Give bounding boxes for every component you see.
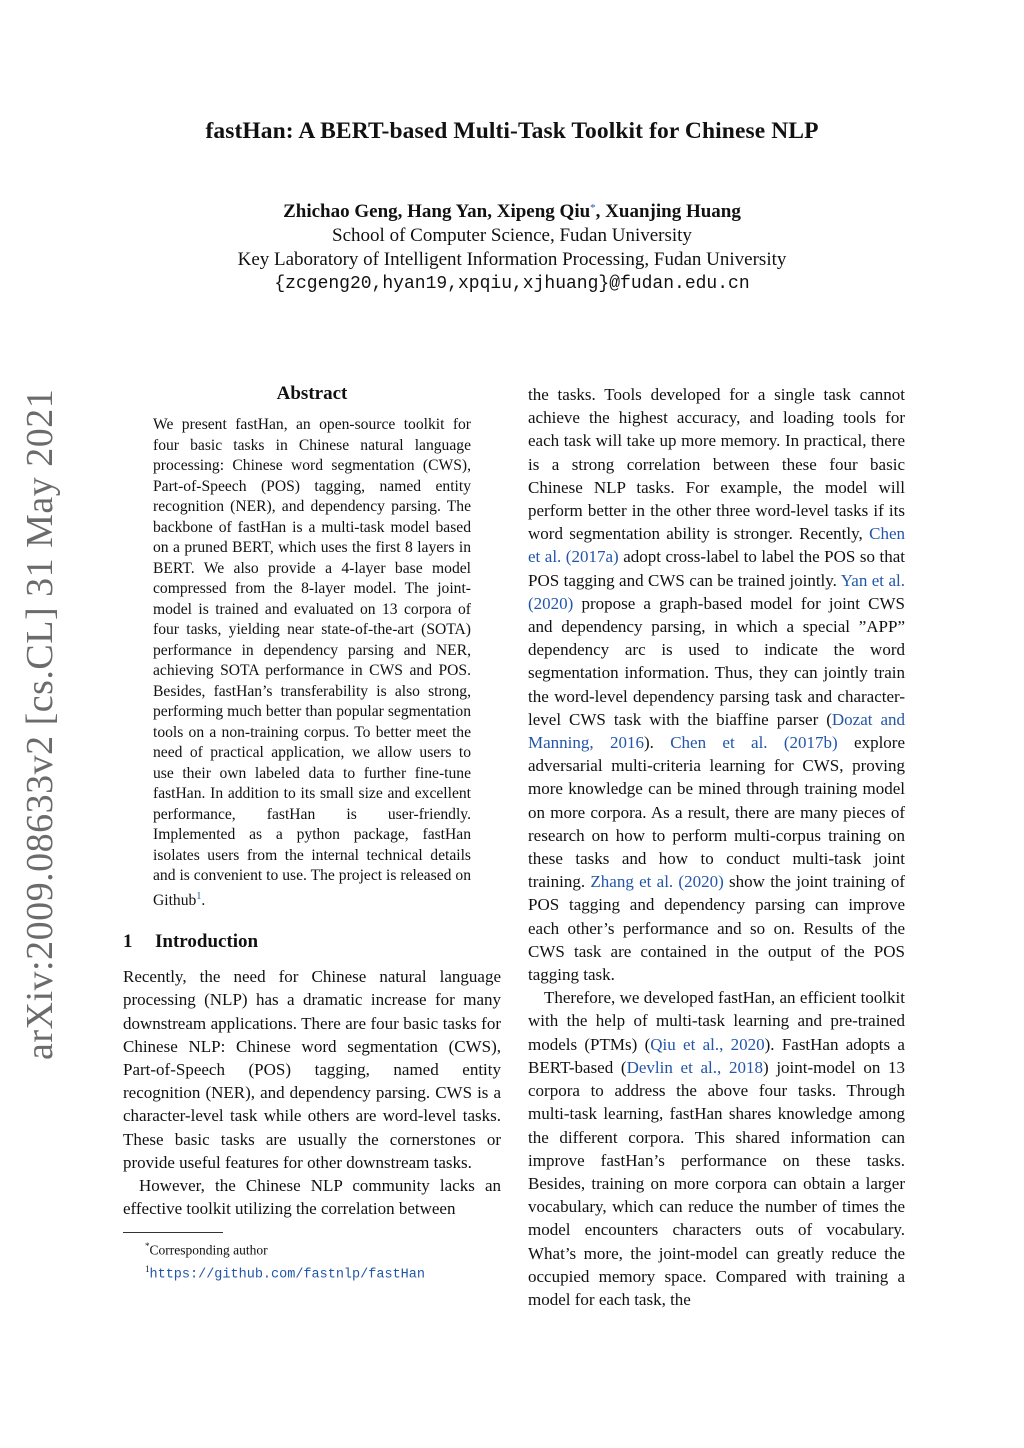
right-column xyxy=(528,383,905,1311)
abstract-heading: Abstract xyxy=(276,383,348,404)
author-names xyxy=(0,196,1024,224)
text-run: the tasks. Tools developed for a single task cannot achieve the highest accuracy, and loading tools for each task will take up more memory. In practical, there is a strong correlation between these four basic Chinese NLP tasks. For example, the model will perform better in the other three word-level tasks if its word segmentation ability is stronger. Recently, xyxy=(528,385,905,544)
abstract-end: . xyxy=(201,891,206,909)
affiliation-school: School of Computer Science, Fudan University xyxy=(332,225,692,246)
author-names-part2: , Xuanjing Huang xyxy=(595,201,741,222)
footnote-github xyxy=(145,1260,501,1285)
right-paragraph-2 xyxy=(528,986,905,1311)
text-run: adopt cross-label to label the POS so that POS tagging and CWS can be trained jointly. xyxy=(528,547,906,590)
text-run: ) joint-model on 13 corpora to address the above four tasks. Through multi-task learning, fastHan shares knowledge among the different corpora. This shared information can improve fastHan’s performance on these tasks. Besides, training on more corpora can obtain a larger vocabulary, which can reduce the number of times the model encounters characters outs of vocabulary. What’s more, the joint-model can greatly reduce the occupied memory space. Compared with training a model for each task, the xyxy=(528,1057,906,1309)
corresponding-mark[interactable]: * xyxy=(590,202,596,214)
github-link[interactable]: https://github.com/fastnlp/fastHan xyxy=(149,1267,425,1283)
left-column xyxy=(123,380,501,1284)
text-run: explore adversarial multi-criteria learning for CWS, proving more knowledge can be mined through training model on more corpora. As a result, there are many pieces of research on how to perform multi-corpus training on these tasks and how to conduct multi-task joint training. xyxy=(528,733,906,892)
arxiv-identifier: arXiv:2009.08633v2 [cs.CL] 31 May 2021 xyxy=(19,388,61,1060)
citation-yan-2020[interactable]: Yan et al. (2020) xyxy=(528,570,905,613)
intro-paragraph-2: However, the Chinese NLP community lacks an effective toolkit utilizing the correlation between xyxy=(123,1176,501,1219)
author-emails: {zcgeng20,hyan19,xpqiu,xjhuang}@fudan.edu.cn xyxy=(274,274,750,294)
citation-chen-2017b[interactable]: Chen et al. (2017b) xyxy=(670,733,838,753)
citation-zhang-2020[interactable]: Zhang et al. (2020) xyxy=(590,872,724,892)
footnote-corresponding-text: Corresponding author xyxy=(149,1242,268,1258)
citation-dozat-2016[interactable]: Dozat and Manning, 2016 xyxy=(528,709,905,753)
citation-chen-2017a[interactable]: Chen et al. (2017a) xyxy=(528,524,905,567)
section-number: 1 xyxy=(123,931,133,953)
author-block xyxy=(0,196,1024,296)
affiliation-lab: Key Laboratory of Intelligent Information Processing, Fudan University xyxy=(237,249,787,270)
footnote-mark-1: 1 xyxy=(145,1263,150,1274)
footnote-ref-1[interactable]: 1 xyxy=(196,890,202,902)
abstract-body: We present fastHan, an open-source toolkit for four basic tasks in Chinese natural language processing: Chinese word segmentation (CWS), Part-of-Speech (POS) tagging, named entity recognition (NER), and dependency parsing. The backbone of fastHan is a multi-task model based on a pruned BERT, which uses the first 8 layers in BERT. We also provide a 4-layer base model compressed from the 8-layer model. The joint-model is trained and evaluated on 13 corpora of four tasks, yielding near state-of-the-art (SOTA) performance in dependency parsing and NER, achieving SOTA performance in CWS and POS. Besides, fastHan’s transferability is also strong, performing much better than popular segmentation tools on a non-training corpus. To better meet the need of practical application, we allow users to use their own labeled data to further fine-tune fastHan. In addition to its small size and excellent performance, fastHan is user-friendly. Implemented as a python package, fastHan isolates users from the internal technical details and is convenient to use. The project is released on Github xyxy=(153,416,471,909)
author-names-part1: Zhichao Geng, Hang Yan, Xipeng Qiu xyxy=(283,201,591,222)
text-run: ). FastHan adopts a BERT-based ( xyxy=(528,1034,905,1077)
right-paragraph-1 xyxy=(528,383,905,986)
intro-paragraph-1: Recently, the need for Chinese natural language processing (NLP) has a dramatic increase for many downstream applications. There are four basic tasks for Chinese NLP: Chinese word segmentation (CWS), Part-of-Speech (POS) tagging, named entity recognition (NER), and dependency parsing. CWS is a character-level task while others are word-level tasks. These basic tasks are usually the cornerstones or provide useful features for other downstream tasks. xyxy=(123,967,501,1172)
text-run: ). xyxy=(643,733,671,753)
footnote-rule xyxy=(123,1232,223,1233)
paper-title: fastHan: A BERT-based Multi-Task Toolkit for Chinese NLP xyxy=(205,118,819,144)
abstract-text xyxy=(153,415,471,911)
footnote-mark-star: * xyxy=(145,1241,150,1252)
citation-devlin-2018[interactable]: Devlin et al., 2018 xyxy=(626,1057,763,1077)
text-run: show the joint training of POS tagging and dependency parsing can improve each other’s performance and so on. Results of the CWS task are contained in the output of the POS tagging task. xyxy=(528,872,905,985)
footnote-corresponding xyxy=(145,1237,501,1260)
citation-qiu-2020[interactable]: Qiu et al., 2020 xyxy=(650,1034,765,1054)
section-heading-introduction xyxy=(123,931,501,953)
section-title: Introduction xyxy=(155,931,259,953)
text-run: propose a graph-based model for joint CWS and dependency parsing, in which a special ”APP” dependency arc is used to indicate the word segmentation information. Thus, they can jointly train the word-level dependency parsing task and character-level CWS task with the biaffine parser ( xyxy=(528,593,905,729)
text-run: Therefore, we developed fastHan, an efficient toolkit with the help of multi-task learning and pre-trained models (PTMs) ( xyxy=(528,988,905,1054)
